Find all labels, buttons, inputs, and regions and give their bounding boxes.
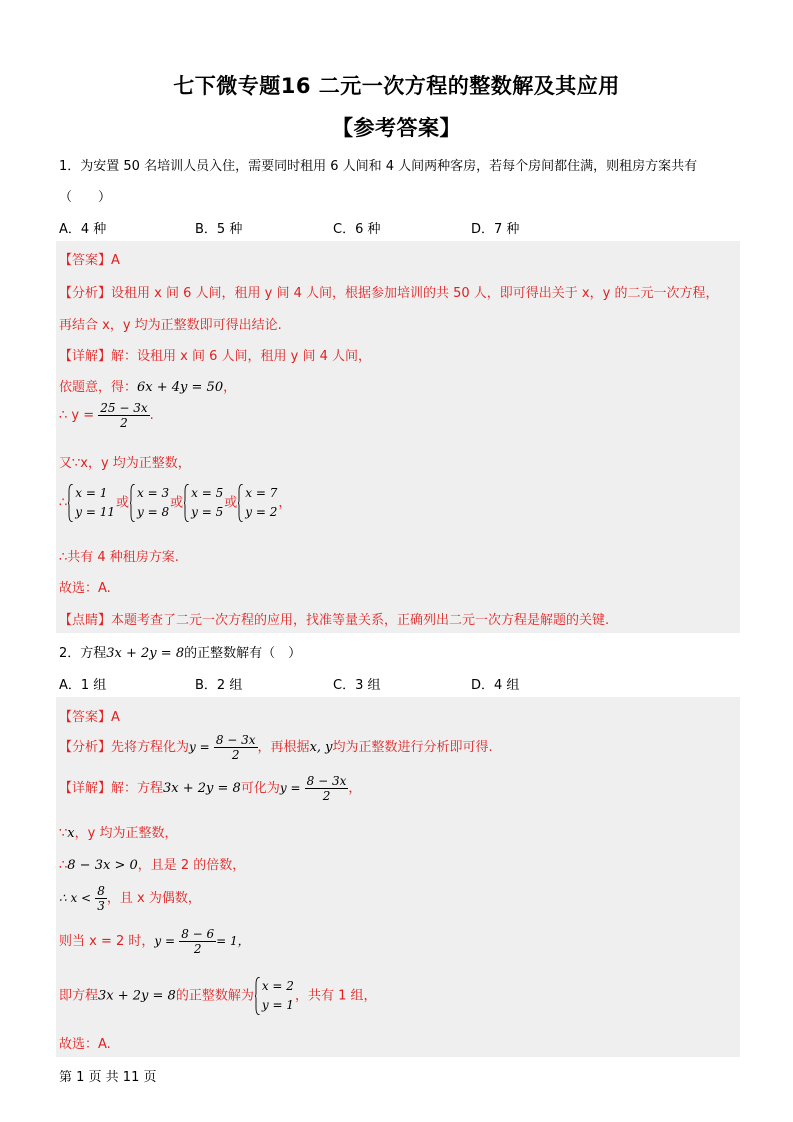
q1-detail-intro: 【详解】解：设租用 x 间 6 人间，租用 y 间 4 人间， xyxy=(59,349,371,364)
q1-option-a: A．4 种 xyxy=(59,222,107,237)
q1-step2: ∴ y = $\frac{25 - 3x}{2}$ . xyxy=(59,401,154,430)
q1-equation: 6x + 4y = 50 xyxy=(137,380,224,395)
q2-step4: 则当 x = 2 时，y = $\frac{8 - 6}{2}$ = 1， xyxy=(59,927,250,956)
q1-fraction: $\frac{25 - 3x}{2}$ xyxy=(100,401,148,430)
q2-option-c: C．3 组 xyxy=(333,678,381,693)
q1-step3: 又∵x，y 均为正整数， xyxy=(59,456,191,471)
q1-step5: ∴共有 4 种租房方案. xyxy=(59,550,179,565)
q2-solution-box xyxy=(56,697,740,1057)
q1-comment: 【点睛】本题考查了二元一次方程的应用，找准等量关系，正确列出二元一次方程是解题的关键. xyxy=(59,613,610,628)
q1-option-b: B．5 种 xyxy=(195,222,243,237)
q1-analysis-line2: 再结合 x，y 均为正整数即可得出结论. xyxy=(59,318,282,333)
q1-step1: 依题意，得：6x + 4y = 50， xyxy=(59,380,237,395)
q2-option-b: B．2 组 xyxy=(195,678,243,693)
q1-solution-box xyxy=(56,241,740,633)
q1-solution-4: x = 7 y = 2 xyxy=(238,484,277,522)
q1-option-d: D．7 种 xyxy=(471,222,520,237)
q1-step4-solutions: ∴ x = 1 y = 11 或 x = 3 y = 8 或 x = 5 y = 5 或 x = 7 y = 2 ， xyxy=(59,484,291,522)
q2-step1: ∵x，y 均为正整数， xyxy=(59,826,178,841)
q1-solution-1: x = 1 y = 11 xyxy=(68,484,115,522)
q2-option-d: D．4 组 xyxy=(471,678,520,693)
q1-stem: 1．为安置 50 名培训人员入住，需要同时租用 6 人间和 4 人间两种客房，若每个房间都住满，则租房方案共有 xyxy=(59,159,698,174)
q1-analysis-line1: 【分析】设租用 x 间 6 人间，租用 y 间 4 人间，根据参加培训的共 50 人，即可得出关于 x，y 的二元一次方程， xyxy=(59,286,719,301)
q2-step3: ∴ x < $\frac{8}{3}$ ，且 x 为偶数， xyxy=(59,884,201,913)
q1-option-c: C．6 种 xyxy=(333,222,381,237)
q1-answer: 【答案】A xyxy=(59,253,120,268)
q1-solution-3: x = 5 y = 5 xyxy=(184,484,223,522)
q1-solution-2: x = 3 y = 8 xyxy=(130,484,169,522)
q1-stem-paren: （ ） xyxy=(59,190,112,205)
q2-stem: 2．方程3x + 2y = 8的正整数解有（ ） xyxy=(59,646,302,661)
q2-analysis: 【分析】先将方程化为y = $\frac{8 - 3x}{2}$ ，再根据x, y均为正整数进行分析即可得. xyxy=(59,733,493,762)
q2-step5: 即方程3x + 2y = 8的正整数解为 x = 2 y = 1 ，共有 1 组， xyxy=(59,977,377,1015)
q1-choose: 故选：A. xyxy=(59,581,111,596)
page-title: 七下微专题16 二元一次方程的整数解及其应用 xyxy=(173,74,620,98)
q2-choose: 故选：A. xyxy=(59,1037,111,1052)
q2-option-a: A．1 组 xyxy=(59,678,107,693)
q2-solution-system: x = 2 y = 1 xyxy=(255,977,294,1015)
page-footer: 第 1 页 共 11 页 xyxy=(59,1070,157,1085)
q2-step2: ∴8 − 3x > 0，且是 2 的倍数， xyxy=(59,858,246,873)
q2-detail: 【详解】解：方程3x + 2y = 8可化为y = $\frac{8 - 3x}{2}$ ， xyxy=(59,774,362,803)
page-subtitle: 【参考答案】 xyxy=(332,116,461,140)
q2-answer: 【答案】A xyxy=(59,710,120,725)
